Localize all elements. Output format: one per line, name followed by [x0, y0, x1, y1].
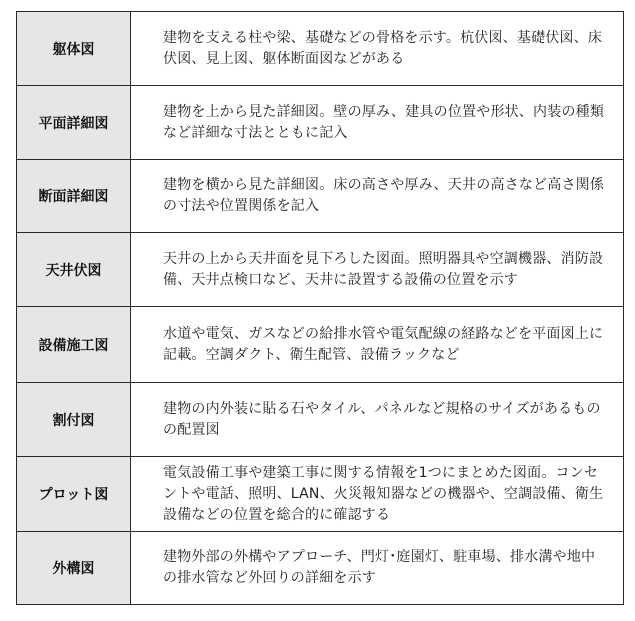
drawing-description-cell: 建物を横から見た詳細図。床の高さや厚み、天井の高さなど高さ関係の寸法や位置関係を記入: [131, 160, 624, 233]
table-row: [17, 307, 624, 383]
drawing-name-cell: 割付図: [17, 383, 131, 457]
drawing-types-table: [16, 11, 624, 605]
table-row: [17, 383, 624, 457]
drawing-description-cell: 建物を上から見た詳細図。壁の厚み、建具の位置や形状、内装の種類など詳細な寸法とともに記入: [131, 86, 624, 160]
drawing-description-cell: 建物の内外装に貼る石やタイル、パネルなど規格のサイズがあるものの配置図: [131, 383, 624, 457]
drawing-description-cell: 天井の上から天井面を見下ろした図面。照明器具や空調機器、消防設備、天井点検口など、天井に設置する設備の位置を示す: [131, 233, 624, 307]
drawing-description-cell: 建物を支える柱や梁、基礎などの骨格を示す。杭伏図、基礎伏図、床伏図、見上図、躯体断面図などがある: [131, 12, 624, 86]
table-row: [17, 86, 624, 160]
drawing-name-cell: 平面詳細図: [17, 86, 131, 160]
drawing-description-cell: 建物外部の外構やアプローチ、門灯･庭園灯、駐車場、排水溝や地中の排水管など外回りの詳細を示す: [131, 532, 624, 605]
drawing-description-cell: 水道や電気、ガスなどの給排水管や電気配線の経路などを平面図上に記載。空調ダクト、衛生配管、設備ラックなど: [131, 307, 624, 383]
drawing-name-cell: 外構図: [17, 532, 131, 605]
table-row: [17, 532, 624, 605]
drawing-name-cell: 躯体図: [17, 12, 131, 86]
drawing-name-cell: プロット図: [17, 457, 131, 532]
drawing-name-cell: 設備施工図: [17, 307, 131, 383]
table-row: [17, 160, 624, 233]
drawing-description-cell: 電気設備工事や建築工事に関する情報を1つにまとめた図面。コンセントや電話、照明、LAN、火災報知器などの機器や、空調設備、衛生設備などの位置を総合的に確認する: [131, 457, 624, 532]
table-row: [17, 12, 624, 86]
drawing-name-cell: 天井伏図: [17, 233, 131, 307]
table-row: [17, 233, 624, 307]
drawing-name-cell: 断面詳細図: [17, 160, 131, 233]
table-row: [17, 457, 624, 532]
